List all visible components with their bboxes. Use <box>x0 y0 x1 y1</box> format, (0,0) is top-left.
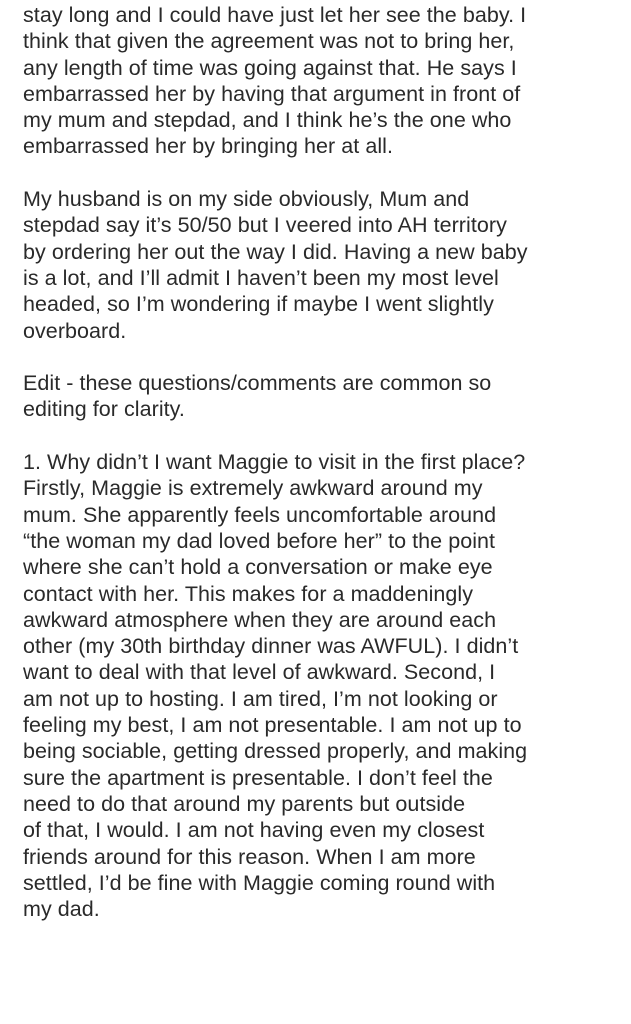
text-line: my dad. <box>23 897 100 922</box>
text-line: 1. Why didn’t I want Maggie to visit in the first place? <box>23 450 526 475</box>
text-line: sure the apartment is presentable. I don’t feel the <box>23 765 493 790</box>
text-line: any length of time was going against that. He says I <box>23 55 517 80</box>
post-body <box>23 2 623 922</box>
paragraph-gap <box>23 160 623 186</box>
text-line: where she can’t hold a conversation or make eye <box>23 555 493 580</box>
paragraph <box>23 449 623 922</box>
text-line: My husband is on my side obviously, Mum and <box>23 187 470 212</box>
text-line: friends around for this reason. When I am more <box>23 844 476 869</box>
text-line: stepdad say it’s 50/50 but I veered into AH territory <box>23 213 507 238</box>
text-line: overboard. <box>23 318 127 343</box>
text-line: editing for clarity. <box>23 397 185 422</box>
text-line: settled, I’d be fine with Maggie coming round with <box>23 870 496 895</box>
text-line: headed, so I’m wondering if maybe I went slightly <box>23 292 494 317</box>
text-line: “the woman my dad loved before her” to the point <box>23 528 496 553</box>
text-line: of that, I would. I am not having even my closest <box>23 818 485 843</box>
text-line: need to do that around my parents but outside <box>23 791 466 816</box>
text-line: am not up to hosting. I am tired, I’m not looking or <box>23 686 498 711</box>
paragraph <box>23 2 623 160</box>
paragraph-gap <box>23 423 623 449</box>
text-line: other (my 30th birthday dinner was AWFUL). I didn’t <box>23 634 519 659</box>
text-line: think that given the agreement was not to bring her, <box>23 29 515 54</box>
text-line: my mum and stepdad, and I think he’s the one who <box>23 108 512 133</box>
text-line: Firstly, Maggie is extremely awkward around my <box>23 476 483 501</box>
text-line: embarrassed her by having that argument in front of <box>23 81 521 106</box>
text-line: mum. She apparently feels uncomfortable around <box>23 502 497 527</box>
text-line: contact with her. This makes for a maddeningly <box>23 581 474 606</box>
paragraph-gap <box>23 344 623 370</box>
text-line: want to deal with that level of awkward. Second, I <box>23 660 496 685</box>
paragraph <box>23 186 623 344</box>
text-line: embarrassed her by bringing her at all. <box>23 134 394 159</box>
text-line: being sociable, getting dressed properly, and making <box>23 739 528 764</box>
text-line: Edit - these questions/comments are common so <box>23 371 492 396</box>
text-line: by ordering her out the way I did. Having a new baby <box>23 239 528 264</box>
text-line: feeling my best, I am not presentable. I am not up to <box>23 713 522 738</box>
text-line: is a lot, and I’ll admit I haven’t been my most level <box>23 265 499 290</box>
text-line: awkward atmosphere when they are around each <box>23 607 497 632</box>
paragraph <box>23 370 623 423</box>
text-line: stay long and I could have just let her see the baby. I <box>23 3 527 27</box>
